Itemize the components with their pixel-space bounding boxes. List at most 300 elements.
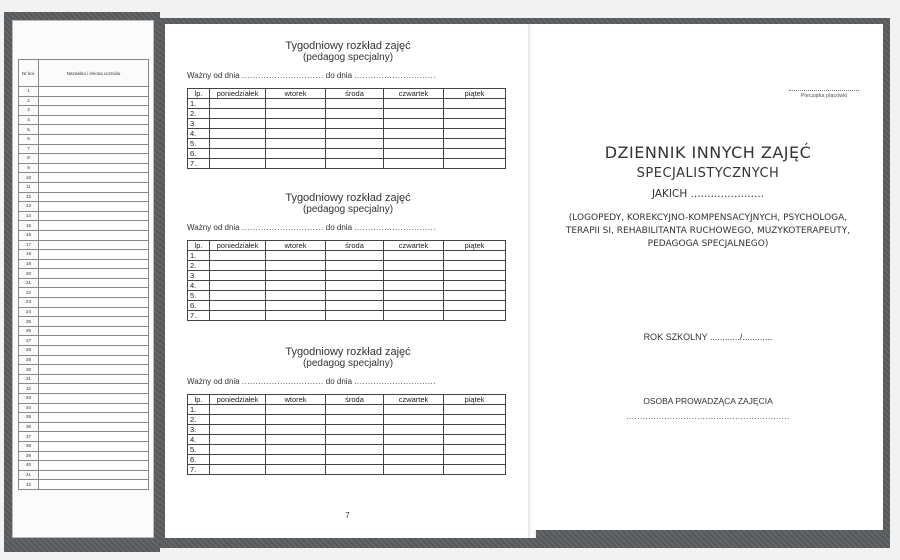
schedule-row [188, 159, 506, 169]
validity-line: Ważny od dnia .............................. do dnia .............................. [187, 377, 436, 386]
schedule-cell [384, 415, 444, 425]
title-line-4: (LOGOPEDY, KOREKCYJNO-KOMPENSACYJNYCH, PSYCHOLOGA, TERAPII SI, REHABILITANTA RUCHOWEGO, MUZYKOTERAPEUTY, PEDAGOGA SPECJALNEGO) [565, 213, 851, 249]
schedule-cell [444, 445, 506, 455]
schedule-cell [384, 425, 444, 435]
schedule-header-cell: wtorek [266, 89, 326, 99]
register-row [19, 202, 149, 212]
register-name-cell [39, 269, 149, 279]
schedule-header-cell: wtorek [266, 241, 326, 251]
schedule-header-cell: czwartek [384, 395, 444, 405]
schedule-cell [326, 271, 384, 281]
register-name-cell [39, 221, 149, 231]
schedule-header-cell: lp. [188, 89, 210, 99]
schedule-cell [326, 405, 384, 415]
register-row-number: 28 [19, 346, 39, 356]
schedule-cell [384, 271, 444, 281]
schedule-cell [210, 251, 266, 261]
schedule-cell [444, 425, 506, 435]
register-row [19, 211, 149, 221]
instructor-label: OSOBA PROWADZĄCA ZAJĘCIA [643, 396, 773, 406]
register-row [19, 355, 149, 365]
register-row [19, 470, 149, 480]
register-row-number: 25 [19, 317, 39, 327]
schedule-cell [444, 311, 506, 321]
register-name-cell [39, 259, 149, 269]
schedule-cell [210, 291, 266, 301]
register-name-cell [39, 422, 149, 432]
schedule-cell [444, 281, 506, 291]
schedule-cell [326, 425, 384, 435]
register-row [19, 106, 149, 116]
register-row-number: 35 [19, 413, 39, 423]
schedule-cell [266, 159, 326, 169]
schedule-cell [326, 261, 384, 271]
register-name-cell [39, 298, 149, 308]
schedule-cell [384, 405, 444, 415]
schedule-row-number: 4. [188, 435, 210, 445]
schedule-header-cell: lp. [188, 241, 210, 251]
register-row-number: 19 [19, 259, 39, 269]
schedule-cell [266, 109, 326, 119]
register-row [19, 374, 149, 384]
schedule-row [188, 415, 506, 425]
schedule-row-number: 5. [188, 291, 210, 301]
schedule-cell [210, 139, 266, 149]
schedule-row [188, 129, 506, 139]
schedule-row-number: 6. [188, 149, 210, 159]
schedule-cell [326, 139, 384, 149]
register-name-cell [39, 115, 149, 125]
schedule-row-number: 3. [188, 271, 210, 281]
schedule-cell [266, 455, 326, 465]
register-row [19, 134, 149, 144]
register-row [19, 125, 149, 135]
schedule-cell [444, 99, 506, 109]
register-name-cell [39, 125, 149, 135]
schedule-cell [444, 435, 506, 445]
schedule-cell [326, 159, 384, 169]
schedule-cell [210, 455, 266, 465]
register-row-number: 30 [19, 365, 39, 375]
schedule-subtitle: (pedagog specjalny) [302, 358, 394, 369]
schedule-cell [384, 445, 444, 455]
register-row [19, 96, 149, 106]
register-row [19, 326, 149, 336]
register-row-number: 5 [19, 125, 39, 135]
schedule-row [188, 139, 506, 149]
schedule-row [188, 251, 506, 261]
schedule-cell [326, 281, 384, 291]
register-row-number: 27 [19, 336, 39, 346]
schedule-title: Tygodniowy rozkład zajęć [285, 40, 411, 52]
schedule-cell [266, 261, 326, 271]
register-row [19, 413, 149, 423]
schedule-header-row [188, 395, 506, 405]
register-row-number: 38 [19, 441, 39, 451]
weekly-schedule-2 [187, 192, 509, 321]
register-row-number: 42 [19, 480, 39, 490]
register-row [19, 384, 149, 394]
schedule-header-row [188, 89, 506, 99]
schedule-cell [444, 139, 506, 149]
schedule-cell [266, 405, 326, 415]
register-name-cell [39, 461, 149, 471]
schedule-cell [210, 129, 266, 139]
schedule-cell [444, 301, 506, 311]
schedule-cell [384, 99, 444, 109]
schedule-cell [266, 445, 326, 455]
schedule-cell [326, 301, 384, 311]
register-row [19, 298, 149, 308]
register-name-cell [39, 394, 149, 404]
schedule-cell [444, 291, 506, 301]
weekly-schedule-3 [187, 346, 509, 475]
schedule-cell [444, 109, 506, 119]
schedule-row-number: 1. [188, 99, 210, 109]
schedule-cell [384, 291, 444, 301]
schedule-table [187, 88, 506, 169]
schedule-header-cell: piątek [444, 395, 506, 405]
schedule-cell [326, 251, 384, 261]
register-row [19, 307, 149, 317]
title-line-2: SPECJALISTYCZNYCH [636, 166, 780, 181]
schedule-title: Tygodniowy rozkład zajęć [285, 346, 411, 358]
schedule-cell [210, 281, 266, 291]
register-name-cell [39, 288, 149, 298]
register-row-number: 29 [19, 355, 39, 365]
register-row [19, 480, 149, 490]
schedule-row [188, 445, 506, 455]
register-row [19, 403, 149, 413]
register-row [19, 230, 149, 240]
register-row [19, 451, 149, 461]
schedule-cell [210, 159, 266, 169]
schedule-cell [326, 435, 384, 445]
schedule-row-number: 5. [188, 139, 210, 149]
schedule-header-cell: piątek [444, 241, 506, 251]
schedule-cell [266, 311, 326, 321]
register-name-cell [39, 173, 149, 183]
register-row-number: 7 [19, 144, 39, 154]
register-row [19, 221, 149, 231]
schedule-cell [266, 435, 326, 445]
schedule-row [188, 149, 506, 159]
register-name-cell [39, 250, 149, 260]
schedule-cell [326, 129, 384, 139]
register-name-cell [39, 211, 149, 221]
register-row-number: 15 [19, 221, 39, 231]
schedule-cell [210, 425, 266, 435]
title-line-1: DZIENNIK INNYCH ZAJĘĆ [604, 143, 812, 162]
register-name-cell [39, 240, 149, 250]
schedule-row [188, 271, 506, 281]
schedule-row [188, 311, 506, 321]
schedule-cell [266, 291, 326, 301]
register-name-cell [39, 336, 149, 346]
register-name-cell [39, 192, 149, 202]
schedule-cell [384, 301, 444, 311]
register-row-number: 36 [19, 422, 39, 432]
schedule-cell [210, 109, 266, 119]
schedule-cell [384, 455, 444, 465]
register-row [19, 163, 149, 173]
schedule-header-cell: poniedziałek [210, 395, 266, 405]
register-name-cell [39, 346, 149, 356]
register-name-cell [39, 154, 149, 164]
schedule-row-number: 1. [188, 405, 210, 415]
schedule-row-number: 4. [188, 129, 210, 139]
register-name-cell [39, 307, 149, 317]
schedule-header-cell: wtorek [266, 395, 326, 405]
schedule-cell [444, 415, 506, 425]
schedule-cell [266, 251, 326, 261]
register-row-number: 3 [19, 106, 39, 116]
register-name-cell [39, 182, 149, 192]
schedule-row-number: 2. [188, 415, 210, 425]
schedule-cell [210, 415, 266, 425]
register-name-cell [39, 365, 149, 375]
register-name-cell [39, 144, 149, 154]
schedule-header-cell: środa [326, 89, 384, 99]
valid-from-label: Ważny od dnia [187, 223, 240, 232]
register-row-number: 17 [19, 240, 39, 250]
register-name-cell [39, 96, 149, 106]
schedule-header-cell: poniedziałek [210, 241, 266, 251]
register-row [19, 250, 149, 260]
register-row-number: 24 [19, 307, 39, 317]
register-header-names: Nazwisko i imiona uczniów [39, 60, 149, 87]
valid-to-label: do dnia [325, 71, 353, 80]
register-name-cell [39, 230, 149, 240]
register-row-number: 26 [19, 326, 39, 336]
schedule-cell [326, 311, 384, 321]
schedule-header-cell: piątek [444, 89, 506, 99]
register-name-cell [39, 355, 149, 365]
schedule-cell [326, 415, 384, 425]
schedule-cell [266, 149, 326, 159]
register-row [19, 87, 149, 97]
schedule-cell [210, 149, 266, 159]
schedule-row [188, 425, 506, 435]
register-row [19, 441, 149, 451]
schedule-cell [326, 149, 384, 159]
schedule-row-number: 7. [188, 311, 210, 321]
schedule-cell [210, 405, 266, 415]
schedule-cell [384, 281, 444, 291]
register-name-cell [39, 480, 149, 490]
register-row-number: 18 [19, 250, 39, 260]
schedule-cell [210, 99, 266, 109]
register-name-cell [39, 317, 149, 327]
register-row-number: 13 [19, 202, 39, 212]
register-name-cell [39, 163, 149, 173]
register-row [19, 173, 149, 183]
register-name-cell [39, 326, 149, 336]
schedule-row [188, 405, 506, 415]
schedule-cell [384, 119, 444, 129]
schedule-cell [444, 119, 506, 129]
schedule-cell [266, 281, 326, 291]
register-row-number: 14 [19, 211, 39, 221]
register-row [19, 259, 149, 269]
register-row [19, 346, 149, 356]
schedule-cell [384, 109, 444, 119]
validity-line: Ważny od dnia .............................. do dnia .............................. [187, 223, 436, 232]
schedule-cell [210, 301, 266, 311]
validity-line: Ważny od dnia .............................. do dnia .............................. [187, 71, 436, 80]
schedule-row [188, 281, 506, 291]
schedule-cell [384, 311, 444, 321]
register-row-number: 2 [19, 96, 39, 106]
register-row-number: 8 [19, 154, 39, 164]
valid-from-label: Ważny od dnia [187, 71, 240, 80]
schedule-cell [266, 119, 326, 129]
schedule-cell [326, 119, 384, 129]
schedule-cell [444, 465, 506, 475]
schedule-cell [444, 251, 506, 261]
register-row [19, 422, 149, 432]
register-row [19, 182, 149, 192]
schedule-cell [384, 149, 444, 159]
schedule-row-number: 4. [188, 281, 210, 291]
schedule-cell [326, 455, 384, 465]
register-row [19, 192, 149, 202]
schedule-row-number: 3. [188, 119, 210, 129]
register-name-cell [39, 106, 149, 116]
register-name-cell [39, 413, 149, 423]
register-row-number: 22 [19, 288, 39, 298]
schedule-cell [326, 465, 384, 475]
register-row [19, 336, 149, 346]
schedule-row [188, 435, 506, 445]
schedule-cell [210, 271, 266, 281]
schedule-cell [266, 139, 326, 149]
register-row-number: 39 [19, 451, 39, 461]
schedule-cell [326, 445, 384, 455]
schedule-row-number: 3. [188, 425, 210, 435]
schedule-cell [384, 159, 444, 169]
schedule-header-cell: środa [326, 395, 384, 405]
register-row-number: 33 [19, 394, 39, 404]
journal-title [533, 142, 883, 251]
schedule-cell [210, 445, 266, 455]
register-row [19, 394, 149, 404]
register-name-cell [39, 432, 149, 442]
schedule-row-number: 7. [188, 159, 210, 169]
register-row-number: 6 [19, 134, 39, 144]
school-stamp-area [789, 90, 859, 99]
register-name-cell [39, 87, 149, 97]
register-row-number: 11 [19, 182, 39, 192]
register-name-cell [39, 374, 149, 384]
schedule-cell [266, 425, 326, 435]
schedule-row-number: 2. [188, 109, 210, 119]
schedule-cell [266, 465, 326, 475]
register-row-number: 20 [19, 269, 39, 279]
register-row [19, 154, 149, 164]
schedule-cell [210, 465, 266, 475]
schedule-cell [444, 129, 506, 139]
left-page [165, 24, 531, 538]
valid-to-label: do dnia [325, 377, 353, 386]
schedule-cell [384, 435, 444, 445]
page-number: 7 [345, 511, 350, 520]
schedule-cell [326, 109, 384, 119]
register-row [19, 240, 149, 250]
schedule-header-cell: środa [326, 241, 384, 251]
stamp-label: Pieczątka placówki [800, 93, 848, 99]
register-row-number: 10 [19, 173, 39, 183]
schedule-row [188, 455, 506, 465]
register-name-cell [39, 384, 149, 394]
schedule-row-number: 6. [188, 455, 210, 465]
schedule-table [187, 240, 506, 321]
register-name-cell [39, 278, 149, 288]
schedule-cell [210, 435, 266, 445]
register-header-nr: Nr kol. [19, 60, 39, 87]
schedule-subtitle: (pedagog specjalny) [302, 204, 394, 215]
register-row [19, 115, 149, 125]
schedule-row-number: 2. [188, 261, 210, 271]
schedule-cell [210, 119, 266, 129]
title-line-3: JAKICH ...................... [651, 188, 765, 200]
schedule-header-cell: lp. [188, 395, 210, 405]
schedule-cell [266, 129, 326, 139]
schedule-row-number: 6. [188, 301, 210, 311]
schedule-row [188, 301, 506, 311]
schedule-row [188, 465, 506, 475]
schedule-row [188, 99, 506, 109]
schedule-row [188, 109, 506, 119]
school-year: ROK SZKOLNY ............/............ [643, 332, 773, 342]
register-name-cell [39, 403, 149, 413]
schedule-header-cell: czwartek [384, 89, 444, 99]
register-row-number: 4 [19, 115, 39, 125]
schedule-header-row [188, 241, 506, 251]
register-row-number: 40 [19, 461, 39, 471]
schedule-row-number: 1. [188, 251, 210, 261]
register-row [19, 288, 149, 298]
schedule-cell [384, 465, 444, 475]
schedule-row [188, 119, 506, 129]
schedule-table [187, 394, 506, 475]
register-row [19, 144, 149, 154]
schedule-title: Tygodniowy rozkład zajęć [285, 192, 411, 204]
schedule-cell [444, 405, 506, 415]
schedule-row-number: 7. [188, 465, 210, 475]
schedule-cell [444, 261, 506, 271]
register-row-number: 31 [19, 374, 39, 384]
schedule-row [188, 291, 506, 301]
register-row-number: 37 [19, 432, 39, 442]
register-row [19, 461, 149, 471]
schedule-cell [444, 271, 506, 281]
register-name-cell [39, 134, 149, 144]
register-row [19, 269, 149, 279]
weekly-schedule-1 [187, 40, 509, 169]
schedule-cell [444, 159, 506, 169]
register-row-number: 34 [19, 403, 39, 413]
register-name-cell [39, 441, 149, 451]
register-row-number: 21 [19, 278, 39, 288]
schedule-subtitle: (pedagog specjalny) [302, 52, 394, 63]
register-name-cell [39, 470, 149, 480]
right-page [533, 24, 883, 530]
schedule-cell [266, 301, 326, 311]
instructor-line: ............................................................ [626, 412, 790, 421]
schedule-cell [384, 251, 444, 261]
schedule-cell [266, 415, 326, 425]
